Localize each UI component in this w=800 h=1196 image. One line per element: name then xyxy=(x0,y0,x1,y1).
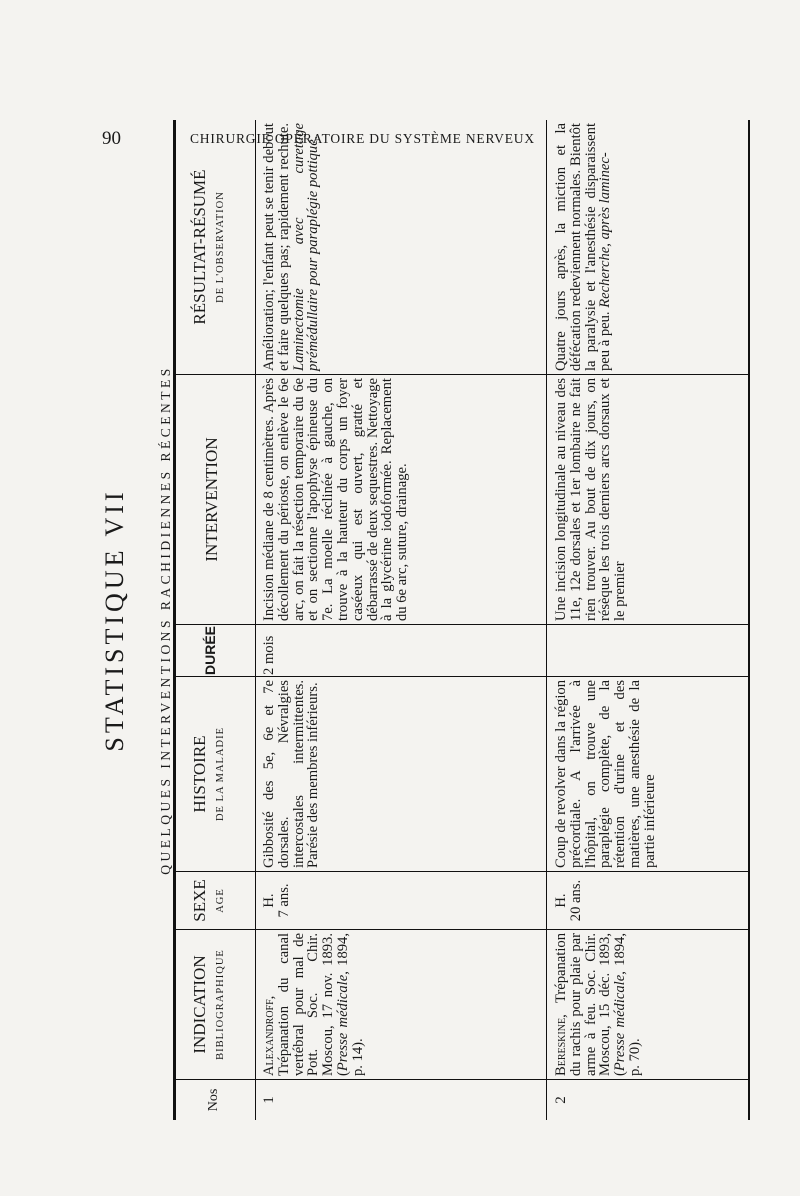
row-2-number: 2 xyxy=(553,1096,569,1104)
column-resultat xyxy=(176,120,748,375)
header-duree: DURÉE xyxy=(176,625,256,676)
row-1-intervention: Incision médiane de 8 centimètres. Après décollement du périoste, on enlève le 6e arc, on fait la résection temporaire du 6e et on sectionne l'apophyse épineuse du 7e. La moelle réclinée à gauche, on trouve à la hauteur du corps un foyer caséeux qui est ouvert, gratté et débarrassé de deux sequestres. Nettoyage à la glycérine iodoformée. Replacement du 6e arc, suture, drainage. xyxy=(261,378,411,621)
row-1-resultat: Amélioration; l'enfant peut se tenir debout et faire quelques pas; rapidement rechute. Laminectomie avec curetage prémédullaire pour paraplégie pottique. xyxy=(261,123,322,371)
column-intervention xyxy=(176,375,748,625)
row-1-histoire: Gibbosité des 5e, 6e et 7e dorsales. Névralgies intercostales intermittentes. Parésie des membres inférieurs. xyxy=(261,680,322,868)
row-2-sexe: H. 20 ans. xyxy=(553,879,584,922)
column-nos xyxy=(176,1080,748,1120)
statistics-title: STATISTIQUE VII xyxy=(100,488,129,752)
row-2-intervention: Une incision longitudinale au niveau des 11e, 12e dorsales et 1er lombaire ne fait rien trouver. Au bout de dix jours, on résèque les trois derniers arcs dorsaux et le premier xyxy=(553,378,629,621)
running-title: CHIRURGIE OPÉRATOIRE DU SYSTÈME NERVEUX xyxy=(190,131,535,146)
row-1-indication: Alexandroff, Trépanation du canal vertébral pour mal de Pott. Soc. Chir. Moscou, 17 nov. 1893. (Presse médicale, 1894, p. 14). xyxy=(261,933,366,1076)
statistics-subtitle: QUELQUES INTERVENTIONS RACHIDIENNES RÉCENTES xyxy=(158,365,173,875)
header-sexe: SEXE AGE xyxy=(176,872,256,929)
row-2-histoire: Coup de revolver dans la région précordiale. A l'arrivée à l'hôpital, on trouve une paraplégie complète, de la rétention d'urine et des matières, une anesthésie de la partie inférieure xyxy=(553,680,658,868)
column-sexe xyxy=(176,872,748,930)
header-histoire: HISTOIRE DE LA MALADIE xyxy=(176,677,256,871)
header-nos: Nos xyxy=(176,1080,256,1120)
row-2-resultat: Quatre jours après, la miction et la défécation redeviennent normales. Bientôt la paralysie et l'anesthésie disparaissent peu à peu. Recherche, après laminec- xyxy=(553,123,614,371)
row-2-indication: Bereskine, Trépanation du rachis pour plaie par arme à feu. Soc. Chir. Moscou, 15 déc. 1893, (Presse médicale, 1894, p. 70). xyxy=(553,933,643,1076)
row-1-duree: 2 mois xyxy=(261,635,277,675)
header-resultat: RÉSULTAT-RÉSUMÉ DE L'OBSERVATION xyxy=(176,120,256,374)
header-intervention: INTERVENTION xyxy=(176,375,256,624)
column-histoire xyxy=(176,677,748,872)
page-number: 90 xyxy=(102,128,121,149)
statistics-table xyxy=(173,120,750,1120)
row-1-number: 1 xyxy=(261,1096,277,1104)
header-indication: INDICATION BIBLIOGRAPHIQUE xyxy=(176,930,256,1079)
row-1-sexe: H. 7 ans. xyxy=(261,883,292,918)
rotated-table-page xyxy=(100,120,780,1120)
column-indication xyxy=(176,930,748,1080)
column-duree xyxy=(176,625,748,677)
